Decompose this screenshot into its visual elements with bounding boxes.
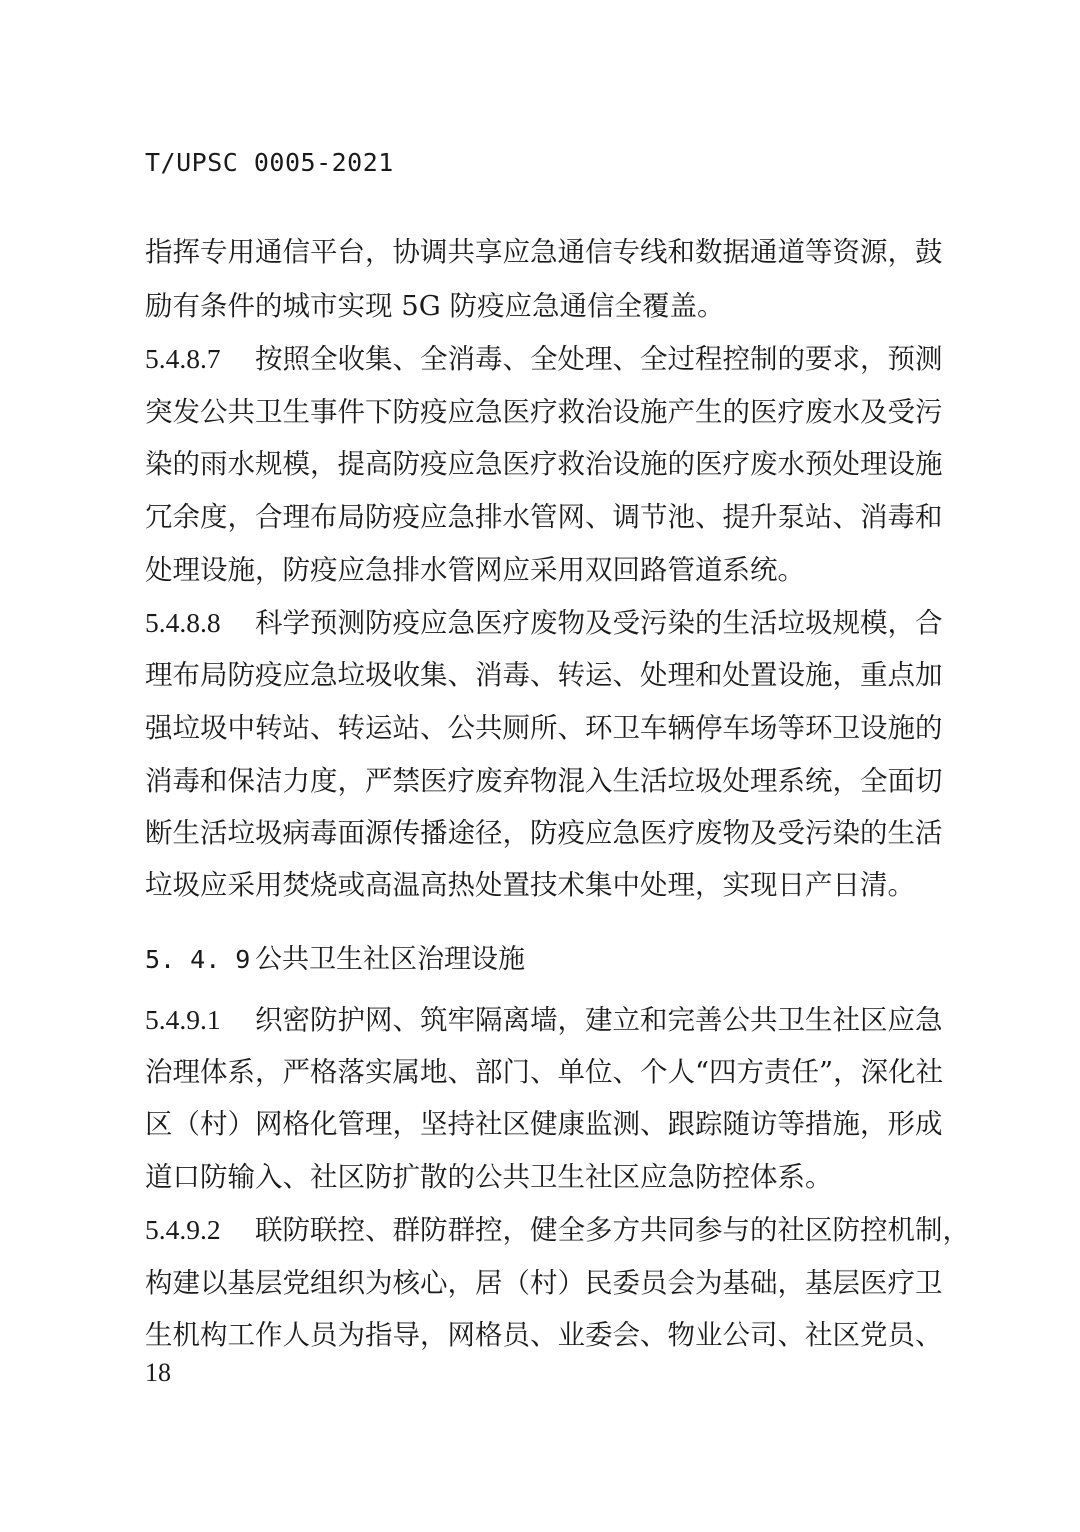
clause-number: 5.4.9.1 (145, 1004, 221, 1035)
clause-5-4-9-2: 5.4.9.2 联防联控、群防群控，健全多方共同参与的社区防控机制， (145, 1214, 970, 1246)
text-line: 生机构工作人员为指导，网格员、业委会、物业公司、社区党员、 (145, 1319, 943, 1351)
clause-5-4-9-1: 5.4.9.1 织密防护网、筑牢隔离墙，建立和完善公共卫生社区应急 (145, 1004, 943, 1036)
section-number: 5. 4. 9 (145, 945, 251, 974)
text-line: 强垃圾中转站、转运站、公共厕所、环卫车辆停车场等环卫设施的 (145, 712, 943, 744)
text-line: 指挥专用通信平台，协调共享应急通信专线和数据通道等资源，鼓 (145, 236, 943, 268)
text-line: 构建以基层党组织为核心，居（村）民委员会为基础，基层医疗卫 (145, 1267, 943, 1299)
clause-5-4-8-7: 5.4.8.7 按照全收集、全消毒、全处理、全过程控制的要求，预测 (145, 343, 943, 375)
clause-5-4-8-8: 5.4.8.8 科学预测防疫应急医疗废物及受污染的生活垃圾规模，合 (145, 607, 943, 639)
text-line: 染的雨水规模，提高防疫应急医疗救治设施的医疗废水预处理设施 (145, 448, 943, 480)
text-line: 励有条件的城市实现 5G 防疫应急通信全覆盖。 (145, 290, 725, 322)
text-line: 道口防输入、社区防扩散的公共卫生社区应急防控体系。 (145, 1161, 833, 1193)
text-line: 区（村）网格化管理，坚持社区健康监测、跟踪随访等措施，形成 (145, 1108, 943, 1140)
text-line: 垃圾应采用焚烧或高温高热处置技术集中处理，实现日产日清。 (145, 869, 915, 901)
text-line: 冗余度，合理布局防疫应急排水管网、调节池、提升泵站、消毒和 (145, 501, 943, 533)
section-title: 公共卫生社区治理设施 (255, 944, 525, 975)
page-number: 18 (145, 1358, 171, 1387)
text-line: 断生活垃圾病毒面源传播途径，防疫应急医疗废物及受污染的生活 (145, 817, 943, 849)
clause-number: 5.4.9.2 (145, 1214, 221, 1245)
text-line: 处理设施，防疫应急排水管网应采用双回路管道系统。 (145, 554, 805, 586)
text-line: 突发公共卫生事件下防疫应急医疗救治设施产生的医疗废水及受污 (145, 396, 943, 428)
document-code: T/UPSC 0005-2021 (145, 148, 394, 177)
text-line: 消毒和保洁力度，严禁医疗废弃物混入生活垃圾处理系统，全面切 (145, 765, 943, 797)
text-line: 治理体系，严格落实属地、部门、单位、个人“四方责任”，深化社 (145, 1056, 944, 1088)
clause-number: 5.4.8.8 (145, 607, 221, 638)
text-line: 理布局防疫应急垃圾收集、消毒、转运、处理和处置设施，重点加 (145, 659, 943, 691)
section-heading (145, 942, 935, 978)
clause-number: 5.4.8.7 (145, 343, 221, 374)
